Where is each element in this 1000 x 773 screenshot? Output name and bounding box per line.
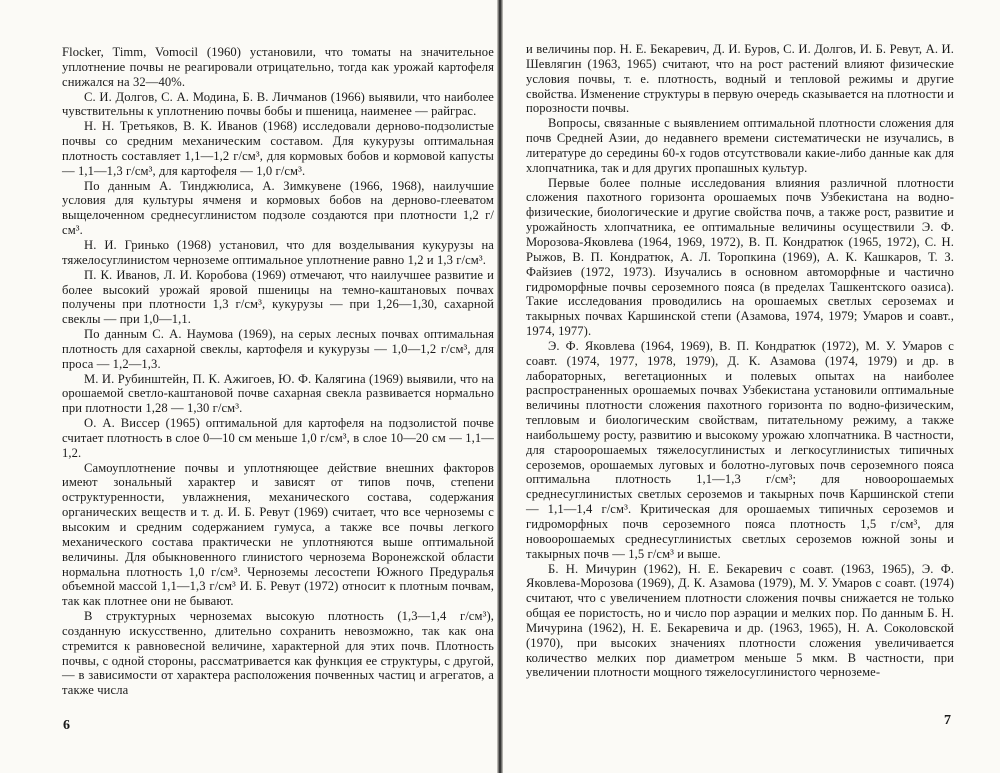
paragraph: М. И. Рубинштейн, П. К. Ажигоев, Ю. Ф. Калягина (1969) выявили, что на орошаемой светло-каштановой почве сахарная свекла развивается нормально при плотности 1,28 — 1,30 г/см³. — [62, 371, 494, 416]
paragraph: Н. Н. Третьяков, В. К. Иванов (1968) исследовали дерново-подзолистые почвы со средним механическим составом. Для кукурузы оптимальная плотность составляет 1,1—1,2 г/см³, для кормовых бобов и кормовой капусты — 1,1—1,3 г/см³, для картофеля — 1,0 г/см³. — [62, 119, 494, 178]
left-page-text — [62, 45, 494, 698]
paragraph: П. К. Иванов, Л. И. Коробова (1969) отмечают, что наилучшее развитие и более высокий урожай яровой пшеницы на темно-каштановых почвах получены при плотности 1,3 г/см³, кукурузы — при 1,26—1,30, сахарной свеклы — при 1,0—1,1. — [62, 267, 494, 327]
paragraph: Вопросы, связанные с выявлением оптимальной плотности сложения для почв Средней Азии, до недавнего времени систематически не изучались, в литературе до середины 60-х годов отсутствовали какие-либо данные как для хлопчатника, так и для других пропашных культур. — [526, 116, 954, 175]
page-number: 6 — [63, 718, 70, 733]
page-number: 7 — [944, 713, 951, 728]
paragraph: Э. Ф. Яковлева (1964, 1969), В. П. Кондратюк (1972), М. У. Умаров с соавт. (1974, 1977, 1978, 1979), Д. К. Азамова (1974, 1979) и др. в лабораторных, вегетационных и полевых опытах на наиболее распространенных орошаемых почвах Узбекистана установили оптимальные величины плотности сложения пахотного горизонта по водно-физическим, тепловым и биологическим свойствам, питательному режиму, а также наибольшему росту, развитию и высокому урожаю хлопчатника. В частности, для староорошаемых тяжелосуглинистых и легкосуглинистых типичных сероземов, орошаемых луговых и болотно-луговых почв сероземного пояса оптимальна плотность 1,1—1,3 г/см³; для новоорошаемых среднесуглинистых светлых сероземов и такырных почв Каршинской степи — 1,1—1,4 г/см³. Критическая для орошаемых типичных сероземов и гидроморфных почв сероземного пояса плотность 1,5 г/см³, для новоорошаемых среднесуглинистых светлых сероземов южной зоны и такырных почв — 1,5 г/см³ и выше. — [526, 338, 954, 561]
paragraph: Н. И. Гринько (1968) установил, что для возделывания кукурузы на тяжелосуглинистом черноземе оптимальное уплотнение равно 1,2 и 1,3 г/см³. — [62, 237, 494, 267]
paragraph: Первые более полные исследования влияния различной плотности сложения пахотного горизонта орошаемых почв Узбекистана на водно-физические, биологические и другие свойства почв, а также рост, развитие и урожайность хлопчатника, ее оптимальные величины осуществили Э. Ф. Морозова-Яковлева (1964, 1969, 1972), В. П. Кондратюк (1965, 1972), С. Н. Рыжов, В. П. Кондратюк, А. Л. Торопкина (1969), А. К. Кашкаров, Т. З. Файзиев (1972, 1973). Изучались в основном автоморфные и частично гидроморфные почвы сероземного пояса (в пределах Ташкентского оазиса). Такие исследования проводились на орошаемых светлых сероземах и такырных почвах Каршинской степи (Азамова, 1974, 1979; Умаров и соавт., 1974, 1977). — [526, 175, 954, 339]
paragraph: С. И. Долгов, С. А. Модина, Б. В. Личманов (1966) выявили, что наиболее чувствительны к уплотнению почвы бобы и пшеница, наименее — райграс. — [62, 89, 494, 119]
paragraph: Б. Н. Мичурин (1962), Н. Е. Бекаревич с соавт. (1963, 1965), Э. Ф. Яковлева-Морозова (1969), Д. К. Азамова (1979), М. У. Умаров с соавт. (1974) считают, что с увеличением плотности сложения почвы снижается не только общая ее пористость, но и число пор аэрации и мелких пор. По данным Б. Н. Мичурина (1962), Н. Е. Бекаревича и др. (1963, 1965), Н. А. Соколовской (1970), при высоких значениях плотности сложения увеличивается количество мелких пор диаметром меньше 5 мкм. В частности, при увеличении плотности мощного тяжелосуглинистого черноземе- — [526, 561, 954, 680]
paragraph: О. А. Виссер (1965) оптимальной для картофеля на подзолистой почве считает плотность в слое 0—10 см меньше 1,0 г/см³, в слое 10—20 см — 1,1—1,2. — [62, 416, 494, 460]
right-page — [503, 0, 1000, 773]
paragraph: По данным А. Тинджюлиса, А. Зимкувене (1966, 1968), наилучшие условия для культуры ячменя и кормовых бобов на дерново-глееватом выщелоченном среднесуглинистом подзоле создаются при плотности 1,2 г/см³. — [62, 178, 494, 238]
paragraph: Самоуплотнение почвы и уплотняющее действие внешних факторов имеют зональный характер и зависят от типов почв, степени оструктуренности, увлажнения, механического состава, содержания органических веществ и т. д. И. Б. Ревут (1969) считает, что все черноземы с высоким и средним содержанием гумуса, а также все почвы легкого механического состава практически не уплотняются выше оптимальной величины. Для обыкновенного глинистого чернозема Воронежской области нормальна плотность 1,0 г/см³. Черноземы лесостепи Южного Предуралья объемной массой 1,1—1,3 г/см³ И. Б. Ревут (1972) относит к плотным почвам, так как плотнее они не бывают. — [62, 460, 494, 609]
left-page — [0, 0, 497, 773]
paragraph: и величины пор. Н. Е. Бекаревич, Д. И. Буров, С. И. Долгов, И. Б. Ревут, А. И. Шевлягин (1963, 1965) считают, что на рост растений влияют физические условия почвы, т. е. плотность, водный и тепловой режимы и другие свойства. Изменение структуры в первую очередь сказывается на плотности и порозности почвы. — [526, 42, 954, 116]
paragraph: Flocker, Timm, Vomocil (1960) установили, что томаты на значительное уплотнение почвы не реагировали отрицательно, тогда как урожай картофеля снижался на 32—40%. — [62, 45, 494, 89]
paragraph: В структурных черноземах высокую плотность (1,3—1,4 г/см³), созданную искусственно, длительно сохранить невозможно, так как она стремится к равновесной величине, характерной для этих почв. Плотность почвы, с одной стороны, рассматривается как функция ее структуры, с другой, — в зависимости от характера расположения почвенных частиц и агрегатов, а также числа — [62, 609, 494, 698]
right-page-text — [526, 42, 954, 680]
paragraph: По данным С. А. Наумова (1969), на серых лесных почвах оптимальная плотность для сахарной свеклы, картофеля и кукурузы — 1,0—1,2 г/см³, для проса — 1,2—1,3. — [62, 327, 494, 371]
